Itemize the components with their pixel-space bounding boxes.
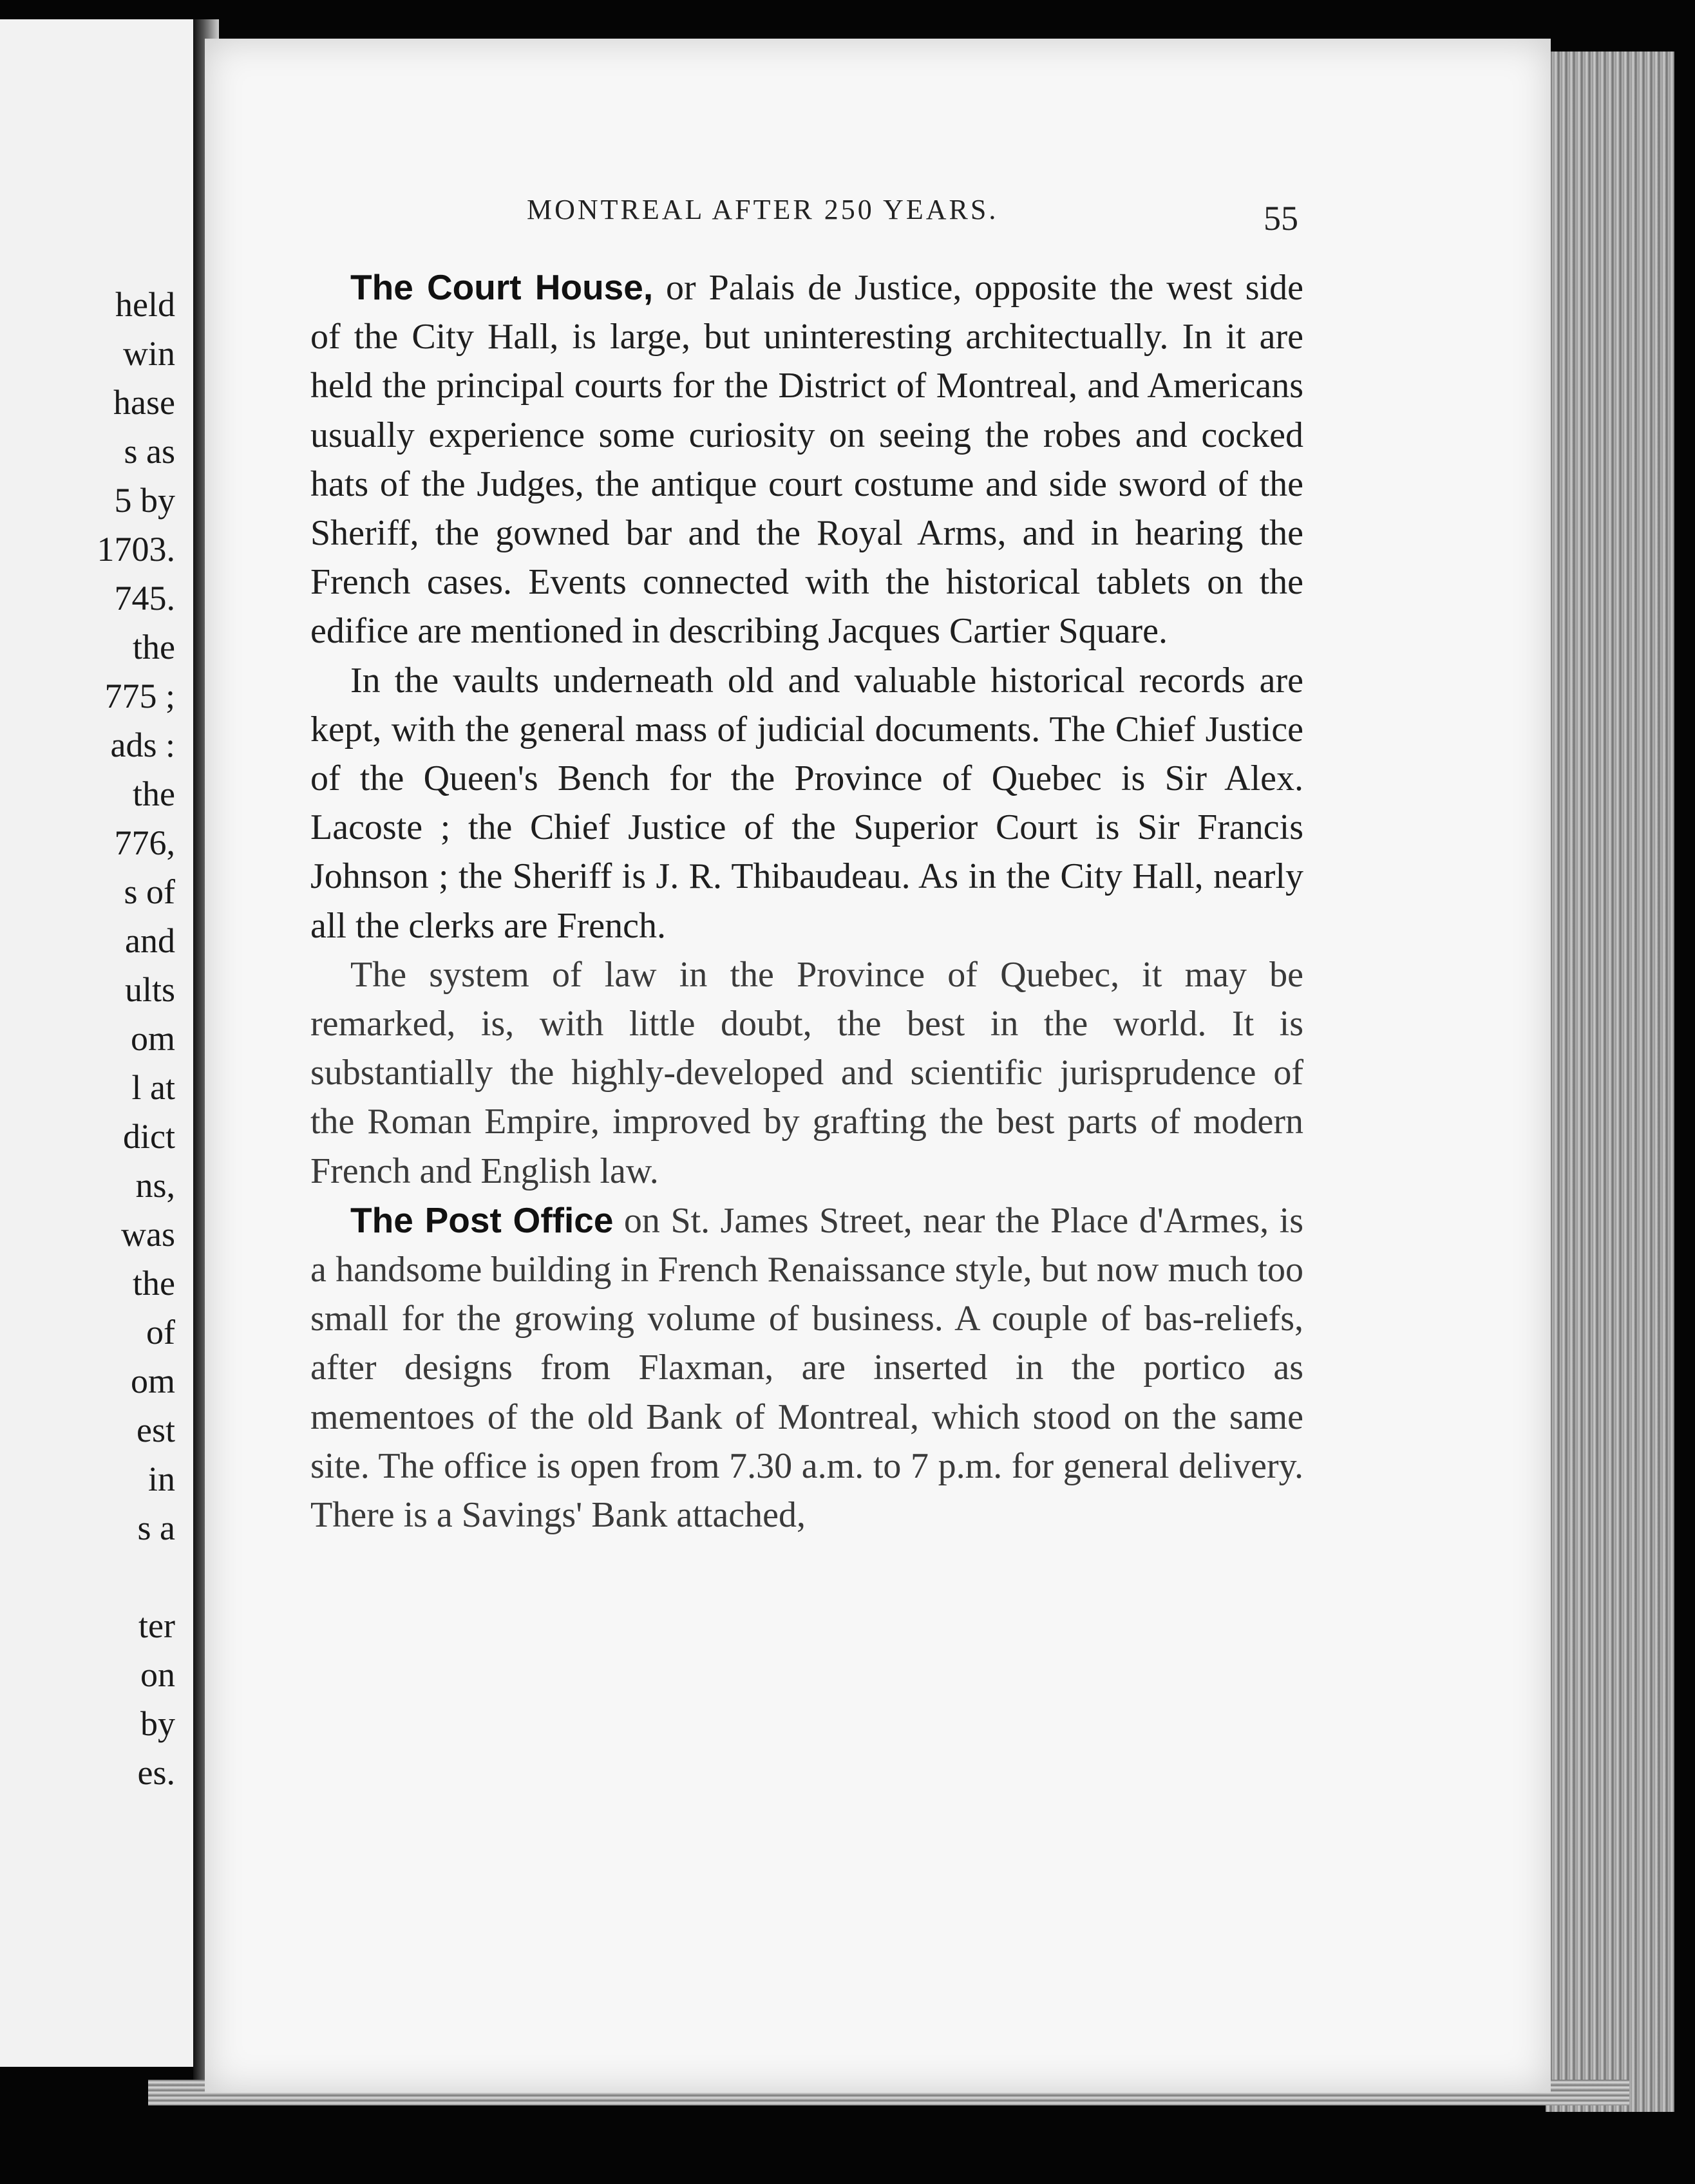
- left-line: om: [130, 1019, 175, 1058]
- body-text: [310, 263, 1303, 1539]
- paragraph-lead: The Court House,: [350, 267, 654, 307]
- left-line: win: [123, 334, 175, 373]
- paragraph-lead: The Post Office: [350, 1200, 614, 1240]
- left-line: ults: [124, 970, 175, 1009]
- left-line: and: [125, 921, 175, 960]
- paragraph-text: or Palais de Justice, opposite the west side of the City Hall, is large, but uninteresting architectually. In it are held the principal courts for the District of Montreal, and Americans usually experience some curiosity on seeing the robes and cocked hats of the Judges, the antique court costume and side sword of the Sheriff, the gowned bar and the Royal Arms, and in hearing the French cases. Events connected with the historical tablets on the edifice are mentioned in describing Jacques Cartier Square.: [310, 268, 1304, 652]
- page-edges: [1546, 52, 1674, 2112]
- left-line: held: [115, 285, 175, 324]
- left-line: 776,: [114, 824, 175, 862]
- left-line: ads :: [110, 726, 175, 764]
- left-line: in: [147, 1460, 175, 1498]
- left-page: [0, 19, 205, 2067]
- left-line: s of: [124, 872, 175, 911]
- left-line: the: [133, 628, 175, 666]
- paragraph-text: The system of law in the Province of Quebec, it may be remarked, is, with little doubt, the best in the world. It is substantially the highly-developed and scientific jurisprudence of the Roman Empire, improved by grafting the best parts of modern French and English law.: [310, 954, 1303, 1191]
- left-line: l at: [131, 1068, 175, 1107]
- left-line: s a: [137, 1509, 175, 1547]
- left-line: 745.: [114, 579, 175, 617]
- left-line: on: [140, 1655, 175, 1694]
- left-line: 775 ;: [104, 677, 175, 715]
- paragraph-vaults: [310, 656, 1303, 950]
- left-line: est: [137, 1411, 175, 1449]
- left-line: 1703.: [97, 530, 175, 569]
- left-line: es.: [137, 1753, 175, 1792]
- page-number: 55: [1264, 199, 1298, 238]
- left-line: ter: [138, 1606, 175, 1645]
- left-line: s as: [124, 432, 175, 471]
- paragraph-court-house: [310, 263, 1303, 656]
- left-line: the: [133, 1264, 175, 1303]
- paragraph-system-of-law: [310, 950, 1303, 1196]
- left-line: of: [146, 1313, 175, 1351]
- paragraph-text: In the vaults underneath old and valuable historical records are kept, with the general mass of judicial documents. The Chief Justice of the Queen's Bench for the Province of Quebec is Sir Alex. Lacoste ; the Chief Justice of the Superior Court is Sir Francis Johnson ; the Sheriff is J. R. Thibaudeau. As in the City Hall, nearly all the clerks are French.: [310, 660, 1303, 946]
- left-line: 5 by: [114, 481, 175, 520]
- left-line: dict: [123, 1117, 175, 1156]
- left-line: the: [133, 775, 175, 813]
- paragraph-text: on St. James Street, near the Place d'Armes, is a handsome building in French Renaissance style, but now much too small for the growing volume of business. A couple of bas-reliefs, after designs from Flaxman, are inserted in the portico as mementoes of the old Bank of Montreal, which stood on the same site. The office is open from 7.30 a.m. to 7 p.m. for general delivery. There is a Savings' Bank attached,: [310, 1200, 1303, 1536]
- left-line: om: [130, 1362, 175, 1400]
- left-line: hase: [113, 383, 175, 422]
- paragraph-post-office: [310, 1196, 1303, 1539]
- left-line: was: [121, 1215, 175, 1254]
- running-header: MONTREAL AFTER 250 YEARS.: [527, 194, 999, 225]
- left-line: ns,: [135, 1166, 175, 1205]
- left-line: by: [140, 1704, 175, 1743]
